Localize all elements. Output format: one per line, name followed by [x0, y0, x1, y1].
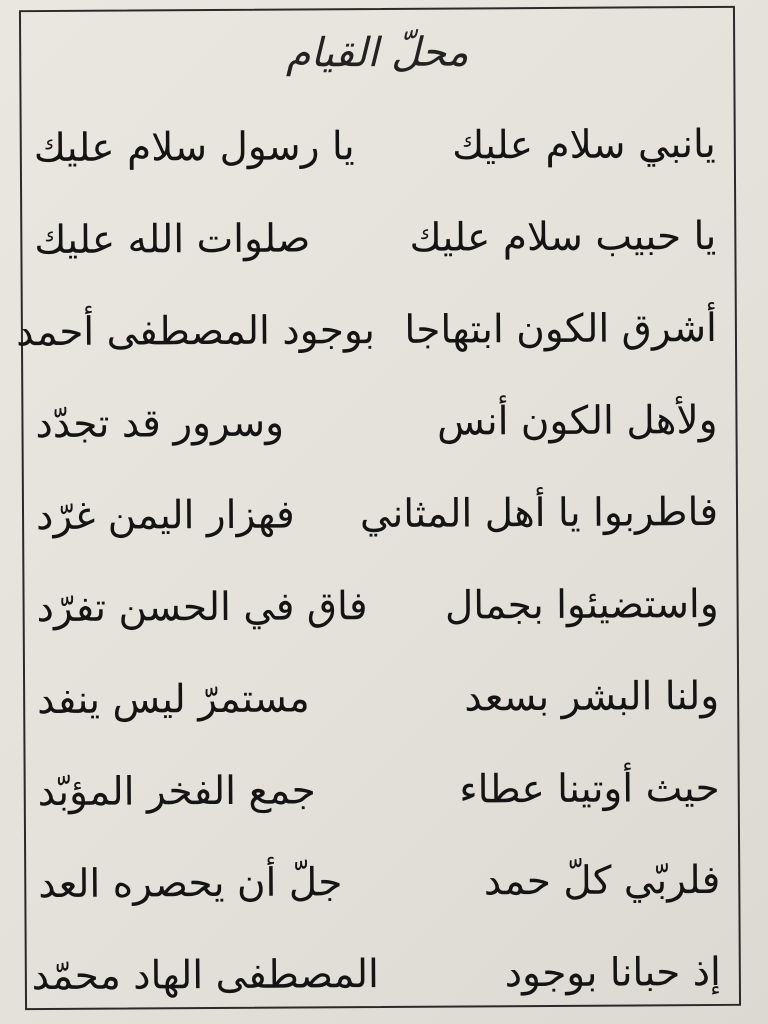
- verse-row: [27, 928, 740, 1024]
- verse-second-half: صلوات الله عليك: [34, 216, 311, 264]
- verse-row: [24, 468, 737, 564]
- poem-body: [16, 100, 740, 1024]
- verse-row: [22, 100, 735, 196]
- verse-first-half: فاطربوا يا أهل المثاني: [359, 489, 719, 538]
- poem-title: محلّ القيام: [285, 29, 469, 77]
- verse-second-half: فاق في الحسن تفرّد: [36, 584, 368, 632]
- verse-second-half: مستمرّ ليس ينفد: [37, 676, 310, 724]
- verse-second-half: فهزار اليمن غرّد: [35, 492, 295, 540]
- verse-first-half: واستضيئوا بجمال: [444, 581, 719, 629]
- verse-row: [23, 376, 736, 472]
- verse-first-half: يا حبيب سلام عليك: [409, 213, 717, 261]
- verse-first-half: إذ حبانا بوجود: [504, 949, 721, 997]
- verse-first-half: ولأهل الكون أنس: [436, 397, 718, 445]
- verse-row: [22, 192, 735, 288]
- page-frame: [16, 6, 741, 1010]
- verse-row: [25, 652, 738, 748]
- verse-second-half: جلّ أن يحصره العد: [38, 860, 343, 908]
- verse-first-half: فلربّي كلّ حمد: [483, 857, 721, 905]
- verse-row: [26, 836, 739, 932]
- verse-second-half: يا رسول سلام عليك: [33, 124, 355, 172]
- verse-second-half: بوجود المصطفى أحمد: [16, 308, 376, 356]
- verse-first-half: أشرق الكون ابتهاجا: [404, 305, 718, 353]
- verse-second-half: جمع الفخر المؤبّد: [37, 768, 316, 816]
- verse-row: [16, 284, 736, 380]
- verse-second-half: المصطفى الهاد محمّد: [31, 952, 379, 1000]
- verse-first-half: ولنا البشر بسعد: [464, 673, 720, 721]
- verse-first-half: يانبي سلام عليك: [452, 121, 716, 169]
- verse-first-half: حيث أوتينا عطاء: [459, 765, 720, 813]
- verse-row: [25, 744, 738, 840]
- verse-second-half: وسرور قد تجدّد: [35, 400, 285, 448]
- verse-row: [24, 560, 737, 656]
